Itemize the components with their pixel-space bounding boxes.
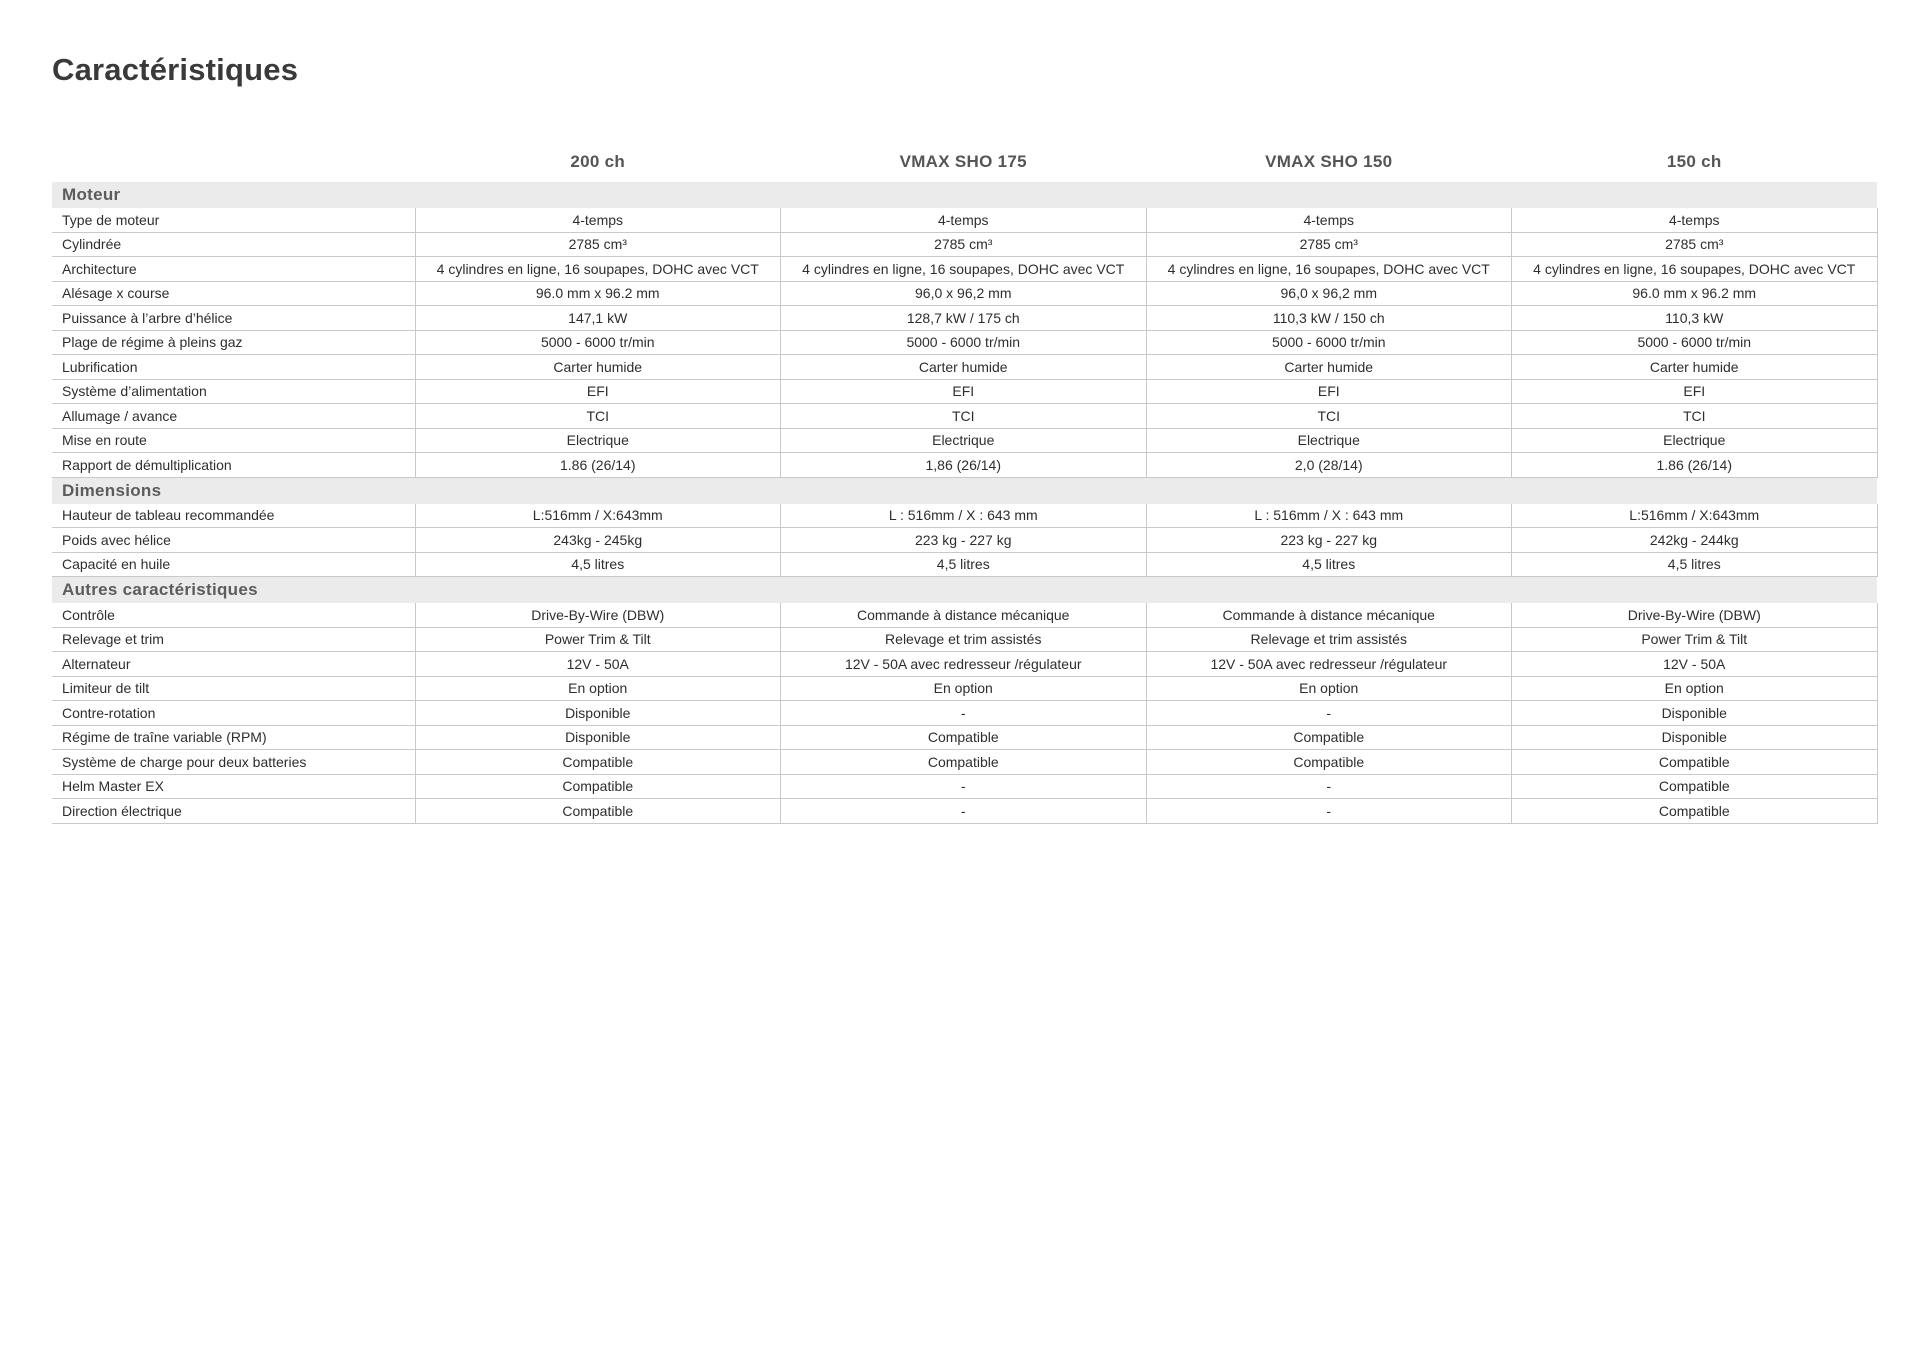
row-label: Architecture: [52, 257, 415, 282]
cell-value: TCI: [781, 404, 1147, 429]
cell-value: 4-temps: [781, 208, 1147, 232]
cell-value: L:516mm / X:643mm: [1512, 504, 1878, 528]
row-label: Helm Master EX: [52, 774, 415, 799]
table-row: [52, 453, 1877, 478]
cell-value: 2785 cm³: [415, 232, 781, 257]
column-header-vmax-sho-150: VMAX SHO 150: [1265, 152, 1393, 171]
cell-value: Electrique: [781, 428, 1147, 453]
table-row: [52, 232, 1877, 257]
cell-value: -: [781, 774, 1147, 799]
table-row: [52, 627, 1877, 652]
cell-value: 223 kg - 227 kg: [781, 528, 1147, 553]
table-row: [52, 774, 1877, 799]
cell-value: -: [1146, 774, 1512, 799]
row-label: Alésage x course: [52, 281, 415, 306]
cell-value: 12V - 50A: [415, 652, 781, 677]
cell-value: EFI: [415, 379, 781, 404]
spec-table-body: [52, 182, 1877, 823]
cell-value: 110,3 kW / 150 ch: [1146, 306, 1512, 331]
row-label: Régime de traîne variable (RPM): [52, 725, 415, 750]
section-header-moteur: [52, 182, 1877, 208]
cell-value: 96,0 x 96,2 mm: [781, 281, 1147, 306]
table-row: [52, 330, 1877, 355]
row-label: Système d’alimentation: [52, 379, 415, 404]
cell-value: -: [1146, 799, 1512, 824]
cell-value: 5000 - 6000 tr/min: [415, 330, 781, 355]
section-title: Moteur: [52, 182, 1877, 208]
row-label: Limiteur de tilt: [52, 676, 415, 701]
cell-value: 4 cylindres en ligne, 16 soupapes, DOHC avec VCT: [1512, 257, 1878, 282]
table-row: [52, 257, 1877, 282]
table-row: [52, 676, 1877, 701]
cell-value: 12V - 50A: [1512, 652, 1878, 677]
cell-value: Commande à distance mécanique: [1146, 603, 1512, 627]
cell-value: 243kg - 245kg: [415, 528, 781, 553]
cell-value: L : 516mm / X : 643 mm: [781, 504, 1147, 528]
cell-value: 5000 - 6000 tr/min: [1512, 330, 1878, 355]
cell-value: 4,5 litres: [415, 552, 781, 577]
cell-value: 2,0 (28/14): [1146, 453, 1512, 478]
cell-value: -: [1146, 701, 1512, 726]
cell-value: Compatible: [1512, 774, 1878, 799]
cell-value: Compatible: [415, 750, 781, 775]
cell-value: Compatible: [1512, 799, 1878, 824]
row-label: Rapport de démultiplication: [52, 453, 415, 478]
row-label: Mise en route: [52, 428, 415, 453]
row-label: Capacité en huile: [52, 552, 415, 577]
table-row: [52, 603, 1877, 627]
cell-value: En option: [781, 676, 1147, 701]
column-header-vmax-sho-175: VMAX SHO 175: [899, 152, 1027, 171]
cell-value: 110,3 kW: [1512, 306, 1878, 331]
cell-value: TCI: [1512, 404, 1878, 429]
cell-value: 1.86 (26/14): [415, 453, 781, 478]
cell-value: Carter humide: [1512, 355, 1878, 380]
cell-value: Drive-By-Wire (DBW): [415, 603, 781, 627]
cell-value: EFI: [1512, 379, 1878, 404]
table-row: [52, 701, 1877, 726]
cell-value: Power Trim & Tilt: [415, 627, 781, 652]
cell-value: Compatible: [781, 750, 1147, 775]
cell-value: 12V - 50A avec redresseur /régulateur: [781, 652, 1147, 677]
cell-value: Relevage et trim assistés: [781, 627, 1147, 652]
table-row: [52, 652, 1877, 677]
row-label: Allumage / avance: [52, 404, 415, 429]
cell-value: Commande à distance mécanique: [781, 603, 1147, 627]
column-header-150ch: 150 ch: [1666, 152, 1722, 171]
cell-value: 2785 cm³: [1146, 232, 1512, 257]
cell-value: Carter humide: [415, 355, 781, 380]
cell-value: 2785 cm³: [1512, 232, 1878, 257]
cell-value: -: [781, 701, 1147, 726]
cell-value: Electrique: [1512, 428, 1878, 453]
table-row: [52, 552, 1877, 577]
table-row: [52, 281, 1877, 306]
cell-value: 4-temps: [1146, 208, 1512, 232]
cell-value: 96,0 x 96,2 mm: [1146, 281, 1512, 306]
cell-value: 4-temps: [1512, 208, 1878, 232]
row-label: Contrôle: [52, 603, 415, 627]
page-title: Caractéristiques: [52, 52, 299, 87]
cell-value: Carter humide: [781, 355, 1147, 380]
cell-value: 242kg - 244kg: [1512, 528, 1878, 553]
section-title: Dimensions: [52, 477, 1877, 504]
spec-table: [52, 142, 1878, 824]
cell-value: Compatible: [1146, 725, 1512, 750]
table-row: [52, 428, 1877, 453]
cell-value: 4 cylindres en ligne, 16 soupapes, DOHC avec VCT: [415, 257, 781, 282]
cell-value: Power Trim & Tilt: [1512, 627, 1878, 652]
row-label: Direction électrique: [52, 799, 415, 824]
table-row: [52, 306, 1877, 331]
row-label: Type de moteur: [52, 208, 415, 232]
cell-value: Disponible: [1512, 701, 1878, 726]
section-header-dimensions: [52, 477, 1877, 504]
cell-value: 12V - 50A avec redresseur /régulateur: [1146, 652, 1512, 677]
cell-value: Disponible: [1512, 725, 1878, 750]
cell-value: 223 kg - 227 kg: [1146, 528, 1512, 553]
cell-value: 5000 - 6000 tr/min: [1146, 330, 1512, 355]
table-row: [52, 379, 1877, 404]
cell-value: En option: [1512, 676, 1878, 701]
cell-value: L:516mm / X:643mm: [415, 504, 781, 528]
row-label: Hauteur de tableau recommandée: [52, 504, 415, 528]
table-row: [52, 799, 1877, 824]
cell-value: L : 516mm / X : 643 mm: [1146, 504, 1512, 528]
table-row: [52, 504, 1877, 528]
section-header-autres-caracteristiques: [52, 577, 1877, 604]
row-label: Cylindrée: [52, 232, 415, 257]
cell-value: 4 cylindres en ligne, 16 soupapes, DOHC avec VCT: [781, 257, 1147, 282]
cell-value: Compatible: [1146, 750, 1512, 775]
cell-value: 1.86 (26/14): [1512, 453, 1878, 478]
row-label: Relevage et trim: [52, 627, 415, 652]
column-header-row: [52, 142, 1877, 182]
cell-value: 5000 - 6000 tr/min: [781, 330, 1147, 355]
cell-value: 128,7 kW / 175 ch: [781, 306, 1147, 331]
cell-value: Compatible: [1512, 750, 1878, 775]
cell-value: 4,5 litres: [1146, 552, 1512, 577]
row-label: Poids avec hélice: [52, 528, 415, 553]
cell-value: TCI: [415, 404, 781, 429]
cell-value: En option: [1146, 676, 1512, 701]
cell-value: Compatible: [781, 725, 1147, 750]
cell-value: 4-temps: [415, 208, 781, 232]
section-title: Autres caractéristiques: [52, 577, 1877, 604]
cell-value: En option: [415, 676, 781, 701]
cell-value: Disponible: [415, 725, 781, 750]
cell-value: Compatible: [415, 774, 781, 799]
row-label: Contre-rotation: [52, 701, 415, 726]
cell-value: Relevage et trim assistés: [1146, 627, 1512, 652]
row-label: Puissance à l’arbre d’hélice: [52, 306, 415, 331]
cell-value: TCI: [1146, 404, 1512, 429]
row-label: Alternateur: [52, 652, 415, 677]
cell-value: 96.0 mm x 96.2 mm: [1512, 281, 1878, 306]
cell-value: Electrique: [1146, 428, 1512, 453]
table-row: [52, 725, 1877, 750]
row-label: Système de charge pour deux batteries: [52, 750, 415, 775]
table-row: [52, 208, 1877, 232]
cell-value: EFI: [1146, 379, 1512, 404]
cell-value: EFI: [781, 379, 1147, 404]
column-header-200ch: 200 ch: [570, 152, 626, 171]
cell-value: 96.0 mm x 96.2 mm: [415, 281, 781, 306]
cell-value: 147,1 kW: [415, 306, 781, 331]
table-row: [52, 355, 1877, 380]
cell-value: 4 cylindres en ligne, 16 soupapes, DOHC avec VCT: [1146, 257, 1512, 282]
table-row: [52, 750, 1877, 775]
cell-value: Electrique: [415, 428, 781, 453]
header-spacer: [52, 142, 415, 182]
row-label: Plage de régime à pleins gaz: [52, 330, 415, 355]
cell-value: Drive-By-Wire (DBW): [1512, 603, 1878, 627]
cell-value: 4,5 litres: [781, 552, 1147, 577]
row-label: Lubrification: [52, 355, 415, 380]
table-row: [52, 528, 1877, 553]
cell-value: 4,5 litres: [1512, 552, 1878, 577]
cell-value: 2785 cm³: [781, 232, 1147, 257]
cell-value: -: [781, 799, 1147, 824]
cell-value: Disponible: [415, 701, 781, 726]
cell-value: 1,86 (26/14): [781, 453, 1147, 478]
cell-value: Compatible: [415, 799, 781, 824]
cell-value: Carter humide: [1146, 355, 1512, 380]
table-row: [52, 404, 1877, 429]
